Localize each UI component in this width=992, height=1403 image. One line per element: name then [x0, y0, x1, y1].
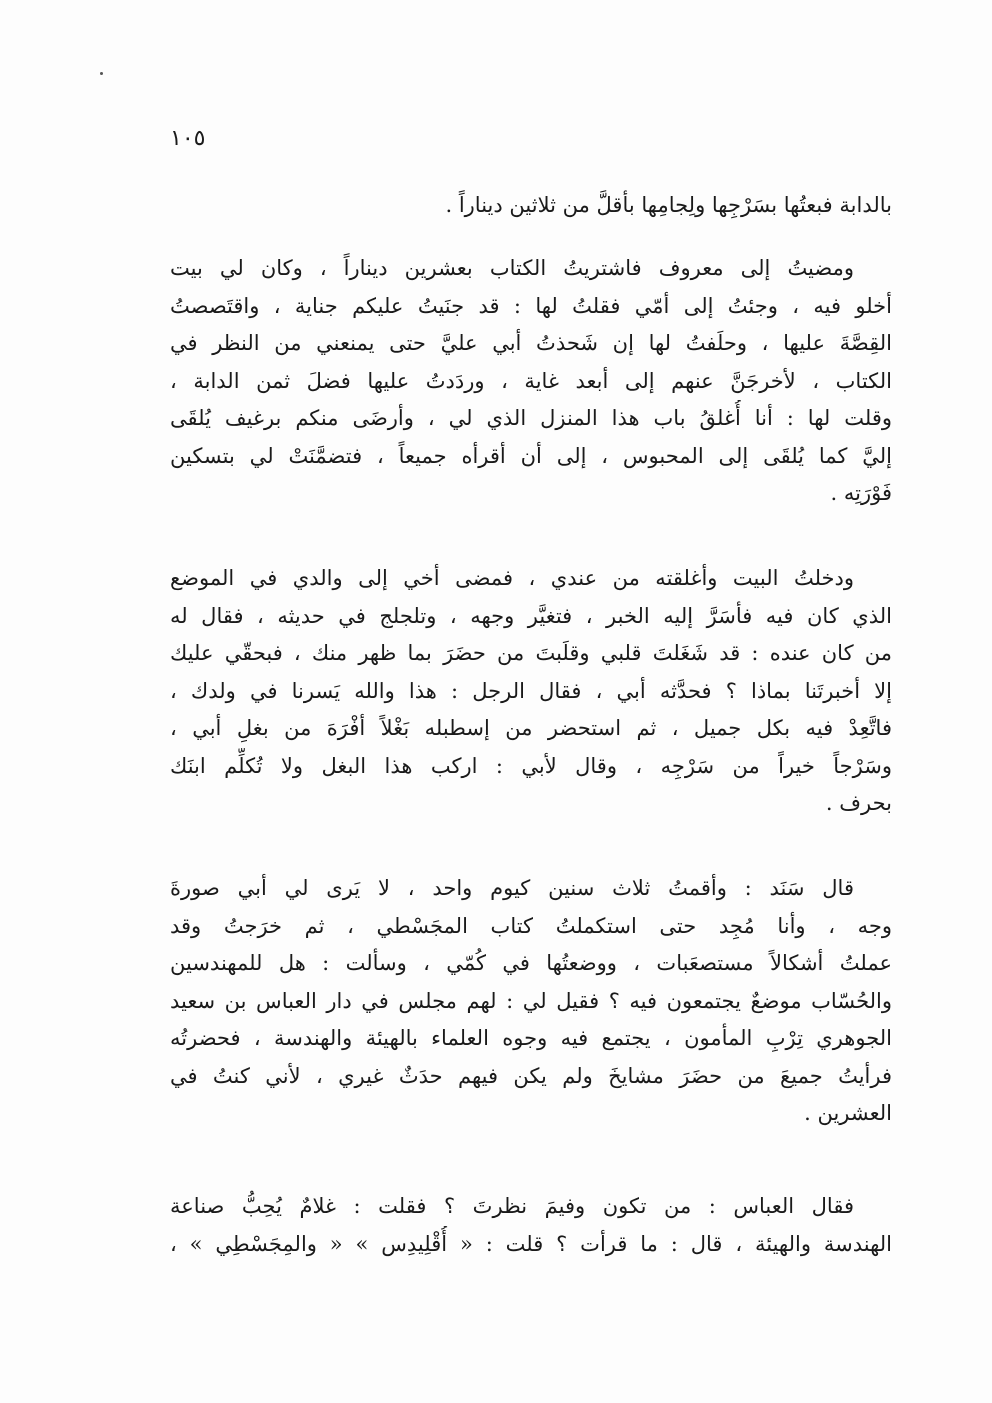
text-line: فقال العباس : من تكون وفيمَ نظرتَ ؟ فقلت : غلامٌ يُحِبُّ صناعة	[170, 1194, 854, 1218]
text-line: إلا أخبرتَنا بماذا ؟ فحدَّثه أبي ، فقال الرجل : هذا والله يَسرنا في ولدك ،	[170, 678, 892, 703]
text-line: وقلت لها : أنا أُغلقُ باب هذا المنزل الذي لي ، وأرضَى منكم برغيف يُلقَى	[170, 406, 892, 430]
text-line: قال سَنَد : وأقمتُ ثلاث سنين كيوم واحد ، لا يَرى لي أبي صورةَ	[170, 876, 854, 900]
paragraph-5	[170, 1188, 892, 1263]
text-line: الهندسة والهيئة ، قال : ما قرأت ؟ قلت : « أُقْلِيدِس » « والمِجَسْطِي » ،	[170, 1231, 892, 1256]
text-line: ومضيتُ إلى معروف فاشتريتُ الكتاب بعشرين ديناراً ، وكان لي بيت	[170, 256, 854, 280]
text-line: إليَّ كما يُلقَى إلى المحبوس ، إلى أن أقرأه جميعاً ، فتضمَّنَتْ لي بتسكين	[170, 443, 892, 468]
text-line: العشرين .	[804, 1101, 892, 1125]
text-line: بالدابة فبعتُها بسَرْجِها ولِجامِها بأقلَّ من ثلاثين ديناراً .	[445, 193, 892, 217]
scan-speck	[100, 72, 103, 75]
paragraph-4	[170, 870, 892, 1133]
text-line: بحرف .	[825, 791, 892, 815]
text-line: أخلو فيه ، وجئتُ إلى أمّي فقلتُ لها : قد جنَيتُ عليكم جناية ، واقتَصصتُ	[170, 293, 892, 318]
page-number: ١٠٥	[170, 126, 206, 151]
paragraph-3	[170, 560, 892, 823]
text-line: وسَرْجاً خيراً من سَرْجِه ، وقال لأبي : اركب هذا البغل ولا تُكلِّم ابنَك	[170, 753, 892, 778]
paragraph-1	[170, 187, 892, 225]
text-line: من كان عنده : قد شَغَلتَ قلبي وقلَبتَ من حضَرَ بما ظهر منك ، فبحقّي عليك	[170, 641, 892, 665]
text-line: الذي كان فيه فأسَرَّ إليه الخبر ، فتغيَّر وجهه ، وتلجلج في حديثه ، فقال له	[170, 603, 892, 628]
text-line: فَوْرَتِه .	[830, 481, 892, 505]
text-line: وجه ، وأنا مُجِد حتى استكملتُ كتاب المجَسْطي ، ثم خرَجتُ وقد	[170, 913, 892, 938]
text-line: فاتَّعِدْ فيه بكل جميل ، ثم استحضر من إسطبله بَغْلاً أفْرَهَ من بغلِ أبي ،	[170, 716, 892, 740]
text-line: الجوهري تِرْبِ المأمون ، يجتمع فيه وجوه العلماء بالهيئة والهندسة ، فحضرتُه	[170, 1026, 892, 1050]
text-line: عملتُ أشكالاً مستصعَبات ، ووضعتُها في كُمّي ، وسألت : هل للمهندسين	[170, 951, 892, 975]
text-line: القِصَّةَ عليها ، وحلَفتُ لها إن شَحذتُ أبي عليَّ حتى يمنعني من النظر في	[170, 331, 892, 355]
text-line: الكتاب ، لأخرجَنَّ عنهم إلى أبعد غاية ، وردَدتُ عليها فضلَ ثمن الدابة ،	[170, 368, 892, 393]
text-line: ودخلتُ البيت وأغلقته من عندي ، فمضى أخي إلى والدي في الموضع	[170, 566, 854, 590]
text-line: فرأيتُ جميعَ من حضَرَ مشايخَ ولم يكن فيهم حدَثٌ غيري ، لأني كنتُ في	[170, 1063, 892, 1088]
paragraph-2	[170, 250, 892, 513]
text-line: والحُسّاب موضعٌ يجتمعون فيه ؟ فقيل لي : لهم مجلس في دار العباس بن سعيد	[170, 988, 892, 1013]
